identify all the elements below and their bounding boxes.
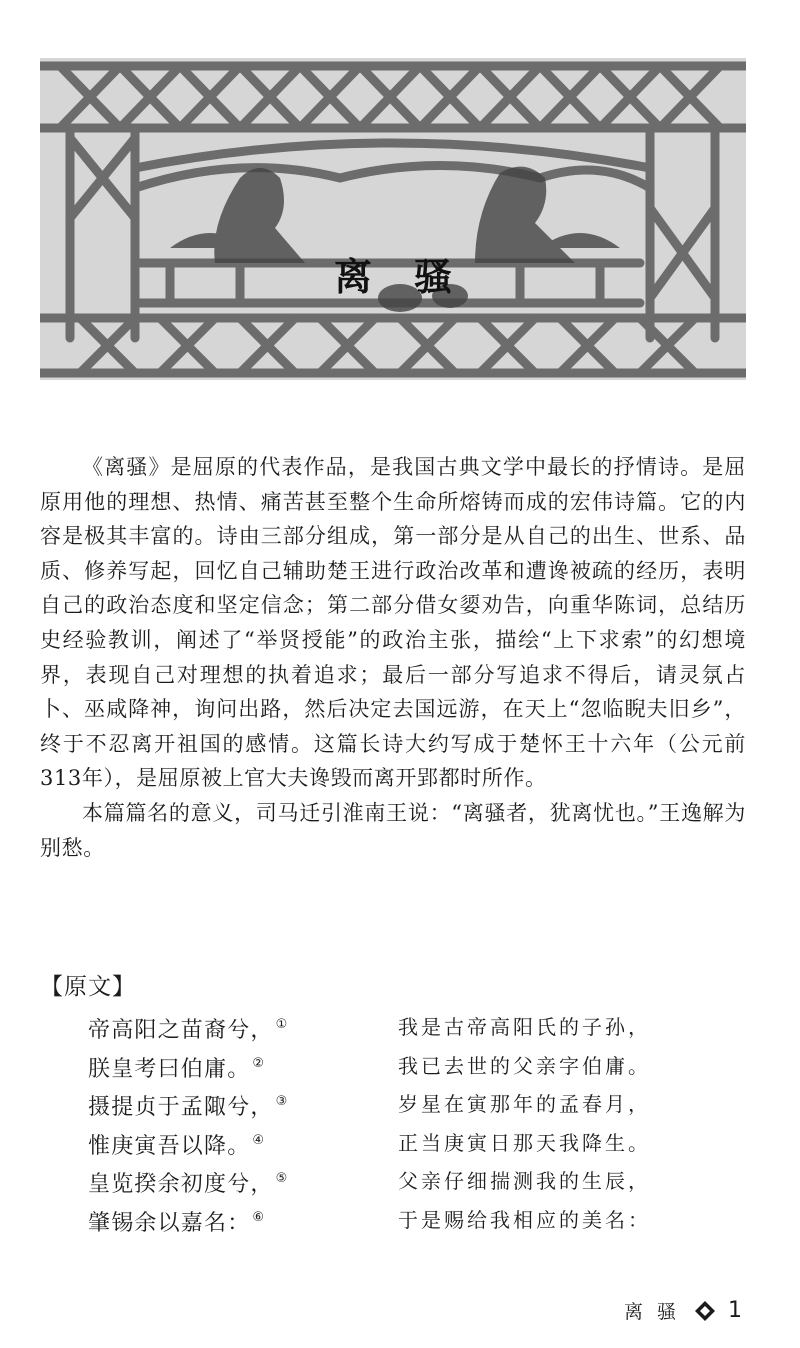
intro-paragraph: 本篇篇名的意义，司马迁引淮南王说：“离骚者，犹离忧也。”王逸解为别愁。 <box>40 800 746 860</box>
verse-list <box>40 1008 746 1240</box>
verse-row <box>40 1047 746 1086</box>
diamond-ornament-icon <box>694 1300 716 1322</box>
verse-original: 帝高阳之苗裔兮， ① <box>88 1017 289 1043</box>
woodblock-print-illustration <box>40 58 746 380</box>
page-number: 1 <box>728 1298 742 1323</box>
verse-row <box>40 1008 746 1047</box>
verse-row <box>40 1085 746 1124</box>
verse-row <box>40 1162 746 1201</box>
footnote-marker[interactable]: ④ <box>252 1132 266 1148</box>
footnote-marker[interactable]: ③ <box>275 1094 289 1110</box>
verse-translation: 父亲仔细揣测我的生辰， <box>398 1169 651 1194</box>
footnote-marker[interactable]: ⑥ <box>252 1209 266 1225</box>
verse-original: 肇锡余以嘉名： ⑥ <box>88 1209 266 1236</box>
page-title: 离骚 <box>333 254 494 299</box>
running-title: 离骚 <box>623 1301 690 1323</box>
verse-original: 摄提贞于孟陬兮， ③ <box>88 1094 289 1121</box>
verse-translation: 正当庚寅日那天我降生。 <box>398 1130 651 1155</box>
intro-paragraph: 《离骚》是屈原的代表作品，是我国古典文学中最长的抒情诗。是屈原用他的理想、热情、痛苦甚至整个生命所熔铸而成的宏伟诗篇。它的内容是极其丰富的。诗由三部分组成，第一部分是从自己的出生、世系、品质、修养写起，回忆自己辅助楚王进行政治改革和遭谗被疏的经历，表明自己的政治态度和坚定信念；第二部分借女媭劝告，向重华陈词，总结历史经验教训，阐述了“举贤授能”的政治主张，描绘“上下求索”的幻想境界，表现自己对理想的执着追求；最后一部分写追求不得后，请灵氛占卜、巫咸降神，询问出路，然后决定去国远游，在天上“忽临睨夫旧乡”，终于不忍离开祖国的感情。这篇长诗大约写成于楚怀王十六年（公元前313年），是屈原被上官大夫谗毁而离开郢都时所作。 <box>40 455 746 791</box>
page-footer <box>624 1297 742 1324</box>
verse-original: 朕皇考曰伯庸。 ② <box>88 1055 266 1082</box>
footnote-marker[interactable]: ② <box>252 1055 266 1071</box>
verse-translation: 于是赐给我相应的美名： <box>398 1207 651 1232</box>
footnote-marker[interactable]: ① <box>275 1017 289 1032</box>
verse-row <box>40 1201 746 1240</box>
section-heading: 【原文】 <box>40 974 136 1000</box>
title-banner <box>40 58 746 380</box>
intro-text <box>40 450 746 865</box>
verse-original: 惟庚寅吾以降。 ④ <box>88 1132 266 1159</box>
footnote-marker[interactable]: ⑤ <box>275 1171 289 1187</box>
verse-translation: 我是古帝高阳氏的子孙， <box>398 1015 651 1039</box>
verse-translation: 岁星在寅那年的孟春月， <box>398 1092 651 1117</box>
verse-row <box>40 1124 746 1163</box>
verse-translation: 我已去世的父亲字伯庸。 <box>398 1053 651 1078</box>
verse-original: 皇览揆余初度兮， ⑤ <box>88 1171 289 1198</box>
